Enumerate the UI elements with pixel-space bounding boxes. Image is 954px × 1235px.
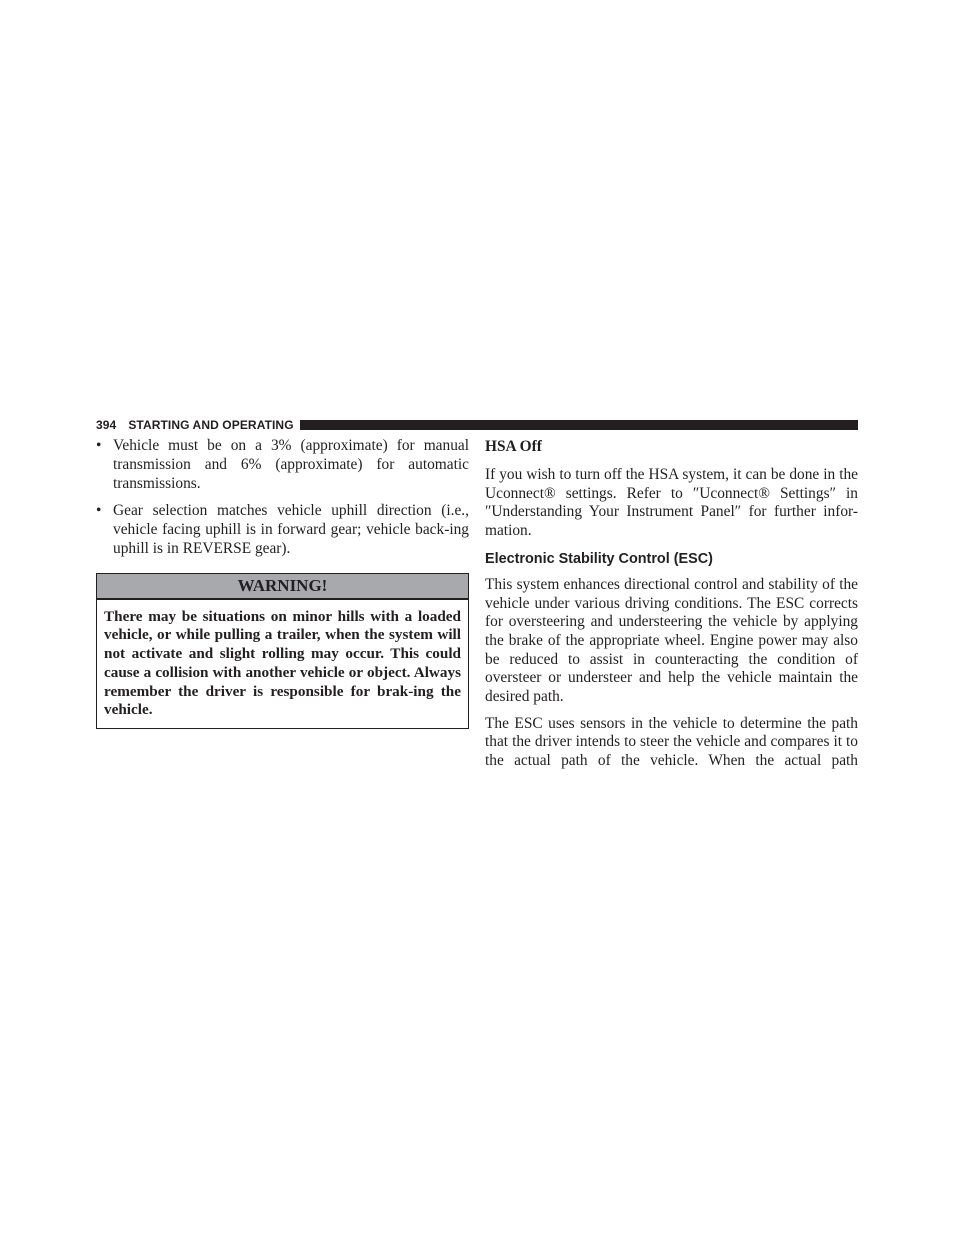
header-rule xyxy=(300,420,858,430)
hsa-off-heading: HSA Off xyxy=(485,438,542,455)
right-column xyxy=(485,437,858,779)
bullet-item-gear-selection xyxy=(96,502,469,558)
section-title: STARTING AND OPERATING xyxy=(128,418,294,432)
bullet-item-manual-auto-grade xyxy=(96,437,469,493)
warning-box xyxy=(96,573,469,729)
esc-paragraph-1: This system enhances directional control and stability of the vehicle under various driving conditions. The ESC corrects for oversteering and understeering the vehicle by applying the brake of the appropriate wheel. Engine power may also be reduced to assist in counteracting the condition of oversteer or understeer and help the vehicle maintain the desired path. xyxy=(485,575,858,706)
esc-paragraph-2: The ESC uses sensors in the vehicle to determine the path that the driver intends to steer the vehicle and compares it to the actual path of the vehicle. When the actual path xyxy=(485,714,858,770)
bullet-text: Vehicle must be on a 3% (approximate) for manual transmission and 6% (approximate) for automatic transmissions. xyxy=(113,437,469,492)
left-column xyxy=(96,437,469,729)
esc-heading: Electronic Stability Control (ESC) xyxy=(485,550,713,567)
page-header xyxy=(96,417,858,433)
bullet-marker: • xyxy=(96,437,102,454)
warning-text: There may be situations on minor hills with a loaded vehicle, or while pulling a trailer, when the system will not activate and slight rolling may occur. This could cause a collision with another vehicle or object. Always remember the driver is responsible for brak-ing the vehicle. xyxy=(104,607,461,719)
page-number: 394 xyxy=(96,418,117,432)
hsa-off-paragraph: If you wish to turn off the HSA system, it can be done in the Uconnect® settings. Refer to ″Uconnect® Settings″ in ″Understanding Your Instrument Panel″ for further infor-mation. xyxy=(485,466,858,540)
warning-title: WARNING! xyxy=(97,574,468,600)
bullet-text: Gear selection matches vehicle uphill direction (i.e., vehicle facing uphill is in forward gear; vehicle back-ing uphill is in REVERSE gear). xyxy=(113,502,469,557)
bullet-marker: • xyxy=(96,502,102,520)
